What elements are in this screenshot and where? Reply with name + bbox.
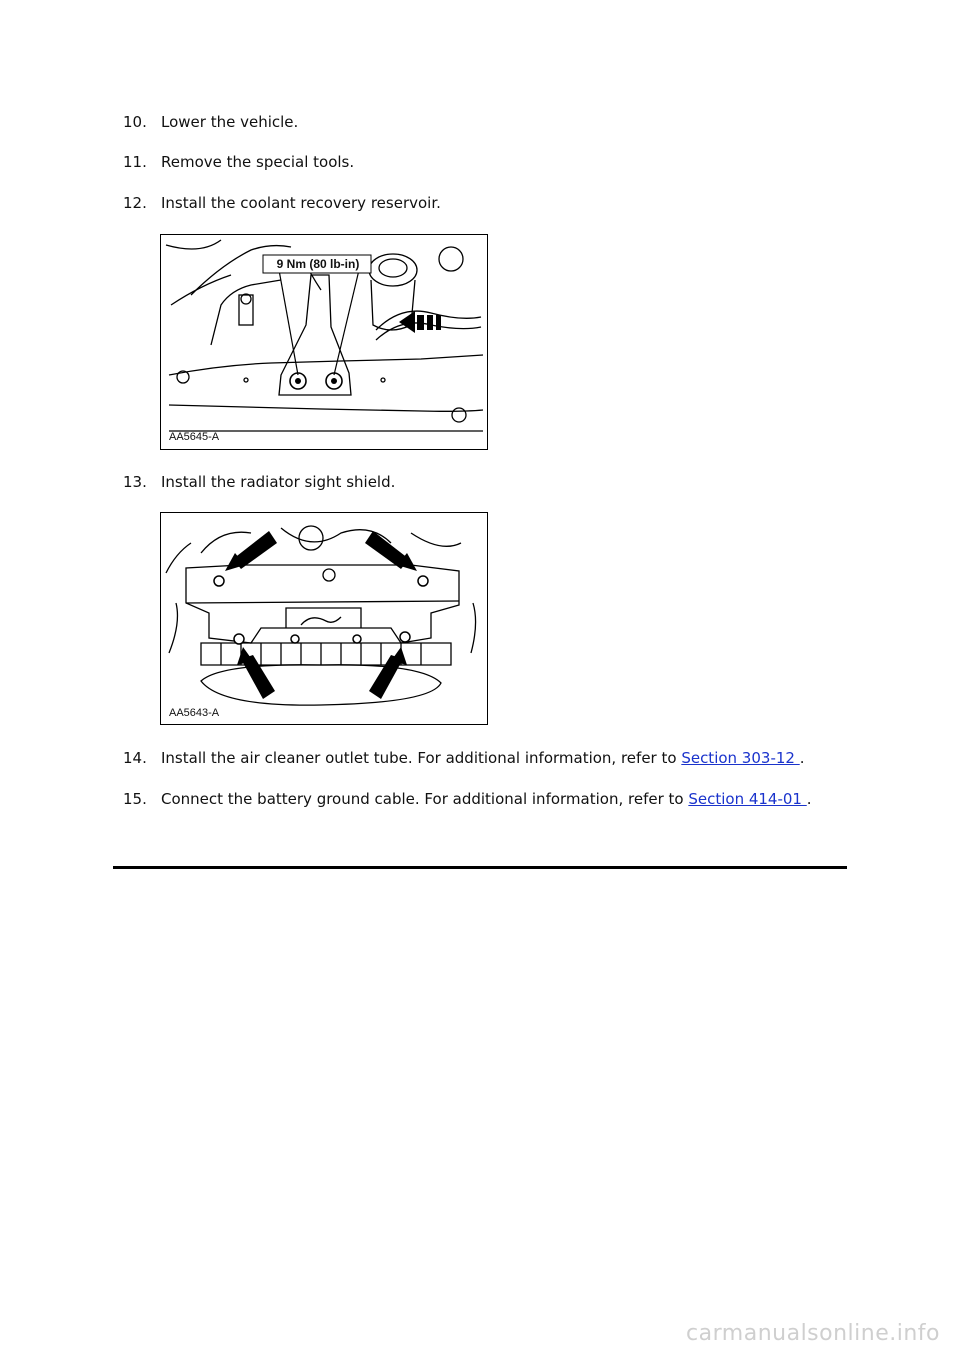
step-number: 15. — [123, 790, 147, 808]
coolant-reservoir-illustration — [160, 234, 488, 450]
step-number: 14. — [123, 749, 147, 767]
step-tail: . — [799, 749, 805, 767]
step-text: Remove the special tools. — [161, 153, 355, 171]
figure-code: AA5645-A — [169, 431, 220, 443]
step-number: 11. — [123, 153, 147, 171]
section-divider — [113, 866, 847, 869]
radiator-sight-shield-illustration — [160, 512, 488, 725]
step-text: Install the coolant recovery reservoir. — [161, 194, 441, 212]
step-text: Install the air cleaner outlet tube. For additional information, refer to — [161, 749, 682, 767]
step-10 — [123, 113, 298, 131]
step-12 — [123, 194, 441, 212]
step-text: Install the radiator sight shield. — [161, 473, 396, 491]
figure-code: AA5643-A — [169, 707, 220, 719]
torque-spec-label: 9 Nm (80 lb-in) — [276, 257, 360, 271]
step-15 — [123, 790, 812, 808]
section-414-01-link[interactable]: Section 414-01 — [688, 790, 807, 808]
step-11 — [123, 153, 354, 171]
step-number: 12. — [123, 194, 147, 212]
step-number: 13. — [123, 473, 147, 491]
watermark: carmanualsonline.info — [686, 1321, 940, 1346]
step-number: 10. — [123, 113, 147, 131]
step-tail: . — [806, 790, 812, 808]
step-text: Lower the vehicle. — [161, 113, 299, 131]
step-13 — [123, 473, 395, 491]
step-14 — [123, 749, 805, 767]
step-text: Connect the battery ground cable. For additional information, refer to — [161, 790, 689, 808]
section-303-12-link[interactable]: Section 303-12 — [681, 749, 800, 767]
